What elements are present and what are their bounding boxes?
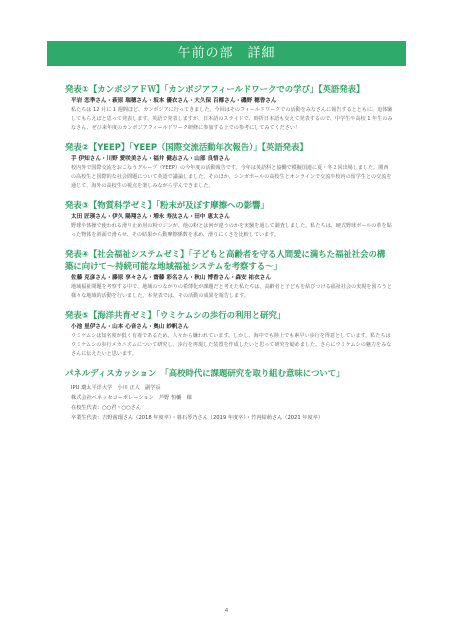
presentation-1 — [65, 83, 393, 133]
panel-title: パネルディスカッション 「高校時代に課題研究を取り組む意味について」 — [65, 368, 345, 378]
presenter-names: 佐藤 克彦さん・藤原 享々さん・齋藤 彩名さん・秋山 博香さん・森安 祐衣さん — [71, 275, 271, 281]
presentation-description: ウミケムシは知名度が低く有毒であるため、人々から嫌われています。しかし、海中でも陸上でも素早い歩行を得意としています。私たちはウミケムシの歩行メカニズムについて研究し、歩行を再現した装置を作成したいと思って研究を勧めました。さらにウミケムシの魅力をみなさんに伝えたいと思います。 — [71, 333, 392, 357]
presentation-title: 発表②【YEEP】「YEEP（国際交流活動年次報告）」【英語発表】 — [65, 142, 308, 152]
presentation-description: 野球や体操で使われる滑り止め用の粉ロジンが、他の粉とは何が違うのかを実験を通して調査しました。私たちは、硬式野球ボールの革を貼った物体を斜面で滑らせ、その結果から動摩擦係数を求め、滑りにくさを比較しています。 — [71, 223, 392, 238]
presenter-names: 平岩 恋季さん・萩原 瑞穂さん・坂本 優衣さん・大久保 百椰さん・磯野 穂香さん — [71, 98, 277, 104]
page-number: 4 — [224, 608, 229, 614]
presenter-names: 小池 星伊さん・山本 心音さん・奥山 紗帆さん — [71, 324, 189, 330]
presentation-title: 発表③【物質科学ゼミ】「粉末が及ぼす摩擦への影響」 — [65, 200, 269, 210]
presentation-2 — [65, 141, 393, 191]
content — [65, 83, 393, 431]
panel-discussion — [65, 367, 393, 423]
panel-participant: 卒業生代表：吉野茜瑠さん（2018 年度卒）・暮石琴乃さん（2019 年度卒）・竹内結萌さん（2021 年度卒） — [71, 415, 324, 421]
panel-participant: IPU 環太平洋大学 小川 正人 副学長 — [71, 385, 161, 391]
panel-participant: 株式会社ベネッセコーポレーション 芦野 恒輔 様 — [71, 395, 192, 401]
presentation-description: 私たちは 12 月に 1 週間ほど、カンボジアに行ってきました。今回はそのフィールドワークでの活動をみなさんに報告するとともに、追体験してもらえばと思って発表します。英語で発表しますが、日本語のスライドで、時折日本語も交えて発表するので、中学生や高校 1 年生のみなさん、ぜひ来年度のカンボジアフィールドワーク研修に参加する上での参考にしてみてください！ — [71, 107, 393, 131]
presentation-4 — [65, 248, 393, 301]
page-title: 午前の部 詳細 — [177, 46, 276, 61]
presenter-names: 手 伊知さん・川野 愛咲美さん・福井 健志さん・山部 良悟さん — [71, 156, 230, 162]
presentation-description: 地域福祉問題を考察する中で、地域のつながりの希薄化が課題だと考えた私たちは、高齢者と子どもを結びつける福祉社会の実現を図ろうと様々な地域的活動を行いました。本発表では、その活動の成果を報告します。 — [71, 284, 392, 299]
presentation-title: 発表⑤【海洋共育ゼミ】「ウミケムシの歩行の利用と研究」 — [65, 310, 286, 320]
presentation-3 — [65, 199, 393, 240]
presenter-names: 太田 匠瑛さん・伊久 陽翔さん・増永 寿汰さん・田中 恵太さん — [71, 214, 230, 220]
presentation-5 — [65, 309, 393, 359]
presentation-description: 校内外で国際交流をおこなうグループ（YEEP）の今年度の活動報告です。今年は英語科と協働で模擬国連に夏・冬２回出場しました。関西の高校生と国際的な社会問題について英語で議論しました。そのほか、シンガポールの高校生とオンラインで交流や校内の留学生との交流を通じて、海外の高校生の視点を楽しみながら学んできました。 — [71, 165, 392, 189]
panel-participant: 在校生代表：○○君・○○さん — [71, 405, 141, 411]
page-header — [47, 41, 406, 66]
presentation-title: 発表④【社会福祉システムゼミ】「子どもと高齢者を守る人間愛に満ちた福祉社会の構築に向けて～持続可能な地域福祉システムを考察する～」 — [65, 249, 386, 271]
presentation-title: 発表①【カンボジアＦＷ】「カンボジアフィールドワークでの学び」【英語発表】 — [65, 84, 365, 94]
